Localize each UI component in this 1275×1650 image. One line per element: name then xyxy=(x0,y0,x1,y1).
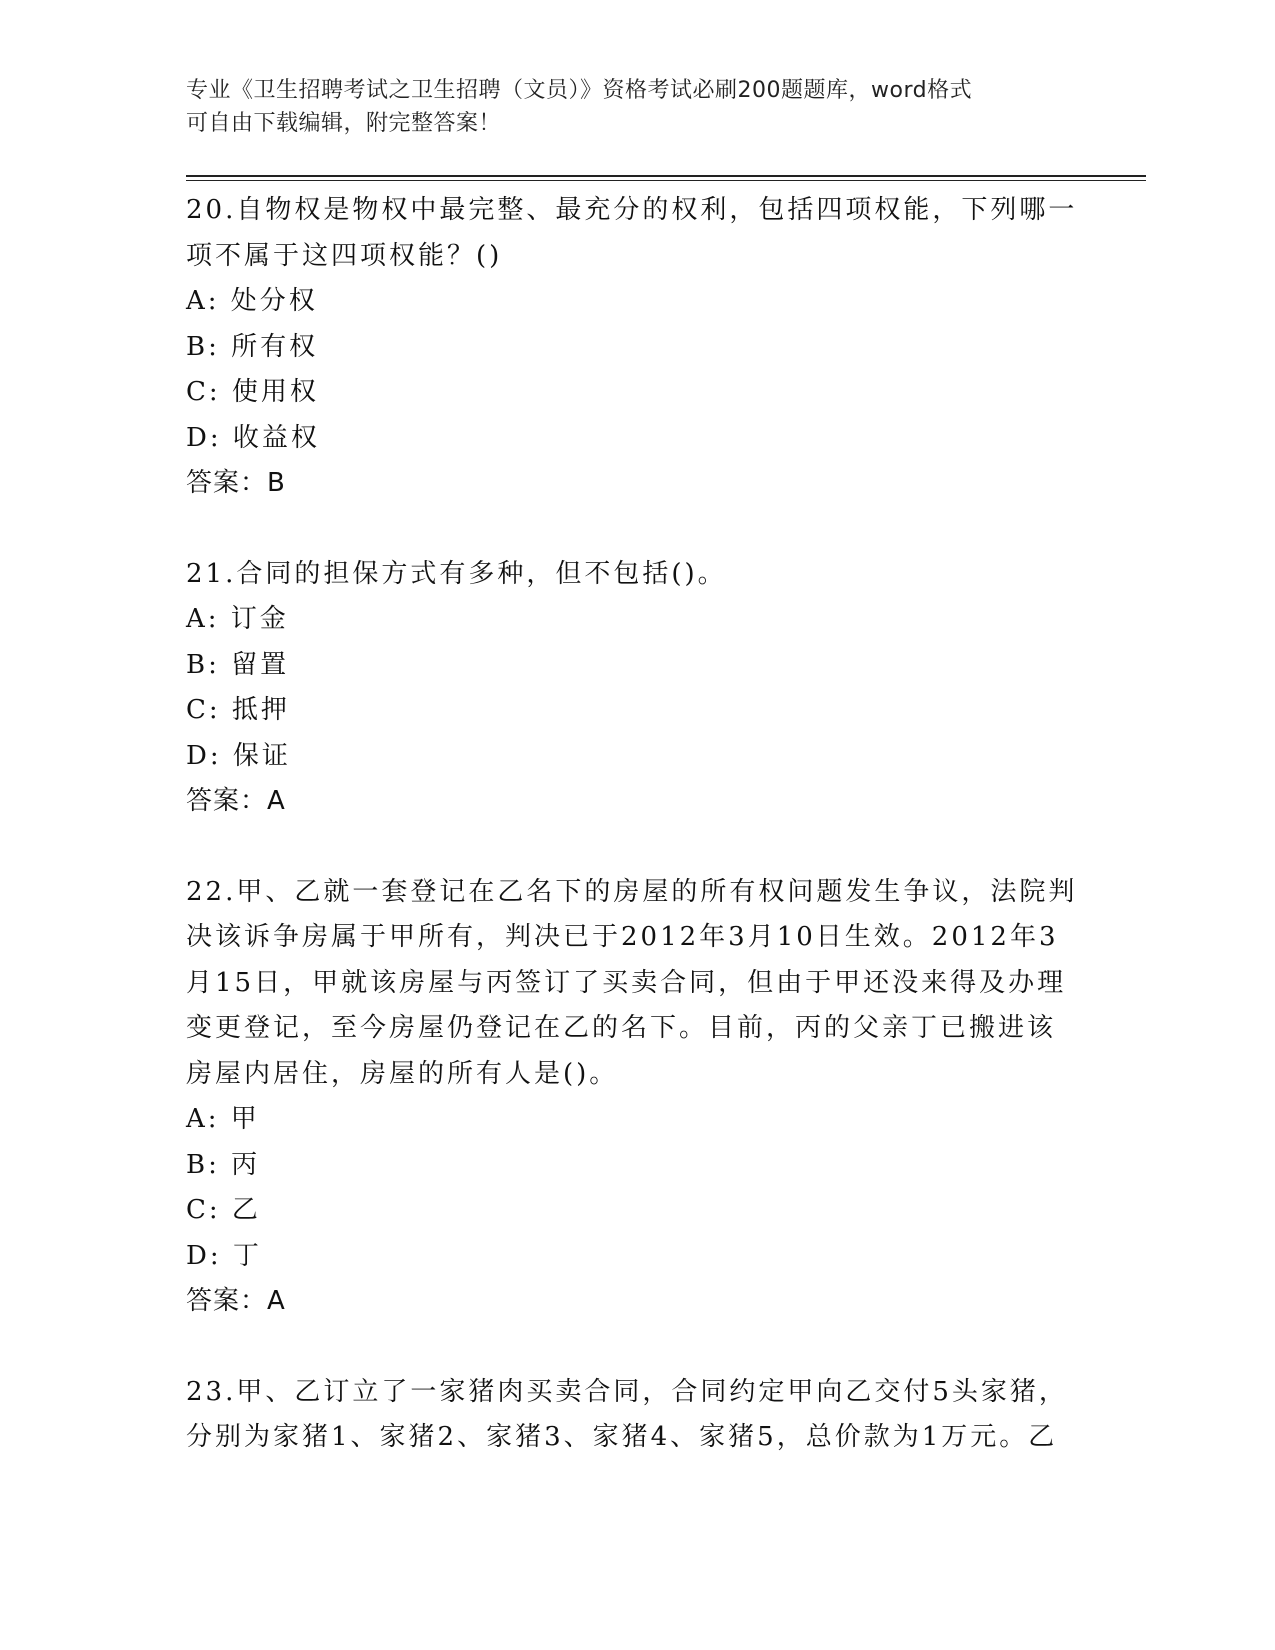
question-stem: 21.合同的担保方式有多种，但不包括()。 xyxy=(186,558,727,589)
option-b: B: 所有权 xyxy=(186,331,319,362)
answer-line: 答案：A xyxy=(186,786,286,816)
option-c: C: 使用权 xyxy=(186,377,319,407)
question-23 xyxy=(186,1370,1146,1461)
option-a: A: 处分权 xyxy=(186,286,318,316)
option-d: D: 丁 xyxy=(186,1240,262,1271)
question-stem: 房屋内居住，房屋的所有人是()。 xyxy=(186,1058,619,1089)
document-header xyxy=(186,74,1086,140)
question-22 xyxy=(186,870,1146,1325)
header-line: 专业《卫生招聘考试之卫生招聘（文员）》资格考试必刷200题题库，word格式 xyxy=(186,78,973,103)
question-stem: 20.自物权是物权中最完整、最充分的权利，包括四项权能，下列哪一 xyxy=(186,195,1078,225)
document-page xyxy=(186,0,1146,1650)
question-stem: 决该诉争房属于甲所有，判决已于2012年3月10日生效。2012年3 xyxy=(186,922,1059,952)
header-divider-thin xyxy=(186,180,1146,181)
question-21 xyxy=(186,552,1146,825)
option-a: A: 订金 xyxy=(186,604,289,634)
option-d: D: 收益权 xyxy=(186,422,320,453)
question-list xyxy=(186,188,1146,1506)
question-stem: 分别为家猪1、家猪2、家猪3、家猪4、家猪5，总价款为1万元。乙 xyxy=(186,1422,1058,1452)
question-stem: 项不属于这四项权能？() xyxy=(186,240,503,271)
question-20 xyxy=(186,188,1146,507)
header-line: 可自由下载编辑，附完整答案！ xyxy=(186,111,502,136)
option-d: D: 保证 xyxy=(186,740,291,771)
option-c: C: 乙 xyxy=(186,1195,261,1225)
option-a: A: 甲 xyxy=(186,1104,260,1134)
question-stem: 23.甲、乙订立了一家猪肉买卖合同，合同约定甲向乙交付5头家猪， xyxy=(186,1376,1068,1407)
header-divider xyxy=(186,175,1146,177)
option-b: B: 留置 xyxy=(186,649,290,680)
answer-line: 答案：A xyxy=(186,1286,286,1316)
option-b: B: 丙 xyxy=(186,1149,261,1180)
question-stem: 22.甲、乙就一套登记在乙名下的房屋的所有权问题发生争议，法院判 xyxy=(186,876,1078,907)
question-stem: 变更登记，至今房屋仍登记在乙的名下。目前，丙的父亲丁已搬进该 xyxy=(186,1013,1057,1043)
answer-line: 答案：B xyxy=(186,468,286,498)
question-stem: 月15日，甲就该房屋与丙签订了买卖合同，但由于甲还没来得及办理 xyxy=(186,967,1067,998)
option-c: C: 抵押 xyxy=(186,695,290,725)
